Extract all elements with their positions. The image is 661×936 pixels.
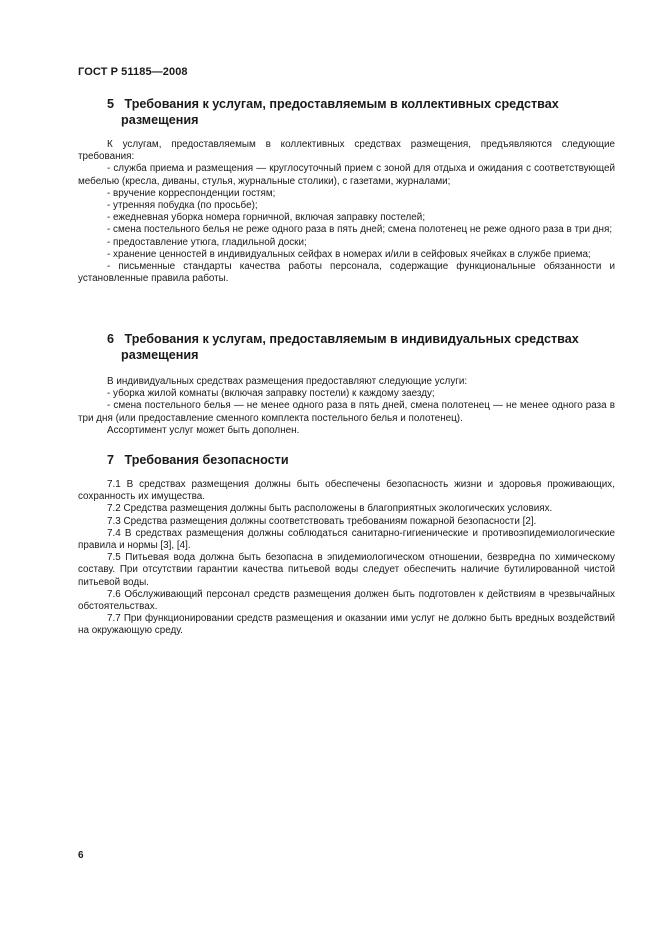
section-7-title: Требования безопасности	[124, 453, 289, 467]
list-item: - уборка жилой комнаты (включая заправку постели) к каждому заезду;	[107, 388, 435, 400]
list-item: - служба приема и размещения — круглосуточный прием с зоной для отдыха и ожидания с соответствующей мебелью (кресла, диваны, стулья, журнальные столики), с газетами, журналами;	[78, 163, 615, 187]
list-item: - предоставление утюга, гладильной доски;	[107, 236, 307, 248]
section-5-intro: К услугам, предоставляемым в коллективных средствах размещения, предъявляются следующие требования:	[78, 139, 615, 163]
section-7-heading	[107, 452, 607, 468]
clause-7-3: 7.3 Средства размещения должны соответствовать требованиям пожарной безопасности [2].	[107, 515, 537, 527]
section-6-title-line2: размещения	[121, 348, 199, 362]
clause-7-1: 7.1 В средствах размещения должны быть обеспечены безопасность жизни и здоровья проживающих, сохранность их имущества.	[78, 479, 615, 503]
section-7-number: 7	[107, 453, 115, 467]
section-5-heading	[107, 96, 607, 128]
list-item: - смена постельного белья — не менее одного раза в пять дней, смена полотенец — не менее одного раза в три дня (или предоставление сменного комплекта постельного белья и полотенец).	[78, 400, 615, 424]
section-6-number: 6	[107, 332, 115, 346]
page-number: 6	[78, 850, 84, 861]
clause-7-6: 7.6 Обслуживающий персонал средств размещения должен быть подготовлен к действиям в чрезвычайных обстоятельствах.	[78, 588, 615, 613]
section-5-title-line2: размещения	[121, 113, 199, 127]
list-item: - утренняя побудка (по просьбе);	[107, 200, 258, 212]
section-5-number: 5	[107, 97, 115, 111]
section-5-body	[78, 139, 615, 285]
section-6-intro: В индивидуальных средствах размещения предоставляют следующие услуги:	[107, 376, 468, 387]
clause-7-4: 7.4 В средствах размещения должны соблюдаться санитарно-гигиенические и противоэпидемиологические правила и нормы [3], [4].	[78, 527, 615, 552]
list-item: - письменные стандарты качества работы персонала, содержащие функциональные обязанности и установленные правила работы.	[78, 261, 615, 285]
document-header: ГОСТ Р 51185—2008	[78, 66, 188, 78]
list-item: - хранение ценностей в индивидуальных сейфах в номерах и/или в сейфовых ячейках в службе приема;	[107, 248, 591, 260]
list-item: - смена постельного белья не реже одного раза в пять дней; смена полотенец не реже одного раза в три дня;	[107, 224, 613, 236]
section-6-body	[78, 376, 615, 437]
section-5-title-line1: Требования к услугам, предоставляемым в коллективных средствах	[124, 97, 559, 111]
clause-7-5: 7.5 Питьевая вода должна быть безопасна в эпидемиологическом отношении, безвредна по химическому составу. При отсутствии гарантии качества питьевой воды следует обеспечить наличие бутилированной чистой питьевой воды.	[78, 552, 615, 588]
section-6-closing: Ассортимент услуг может быть дополнен.	[107, 424, 300, 436]
clause-7-2: 7.2 Средства размещения должны быть расположены в благоприятных экологических условиях.	[107, 503, 553, 515]
clause-7-7: 7.7 При функционировании средств размещения и оказании ими услуг не должно быть вредных воздействий на окружающую среду.	[78, 613, 615, 637]
list-item: - вручение корреспонденции гостям;	[107, 187, 276, 199]
section-7-body	[78, 479, 615, 638]
section-6-title-line1: Требования к услугам, предоставляемым в индивидуальных средствах	[124, 332, 579, 346]
list-item: - ежедневная уборка номера горничной, включая заправку постелей;	[107, 212, 426, 224]
section-6-heading	[107, 331, 607, 363]
